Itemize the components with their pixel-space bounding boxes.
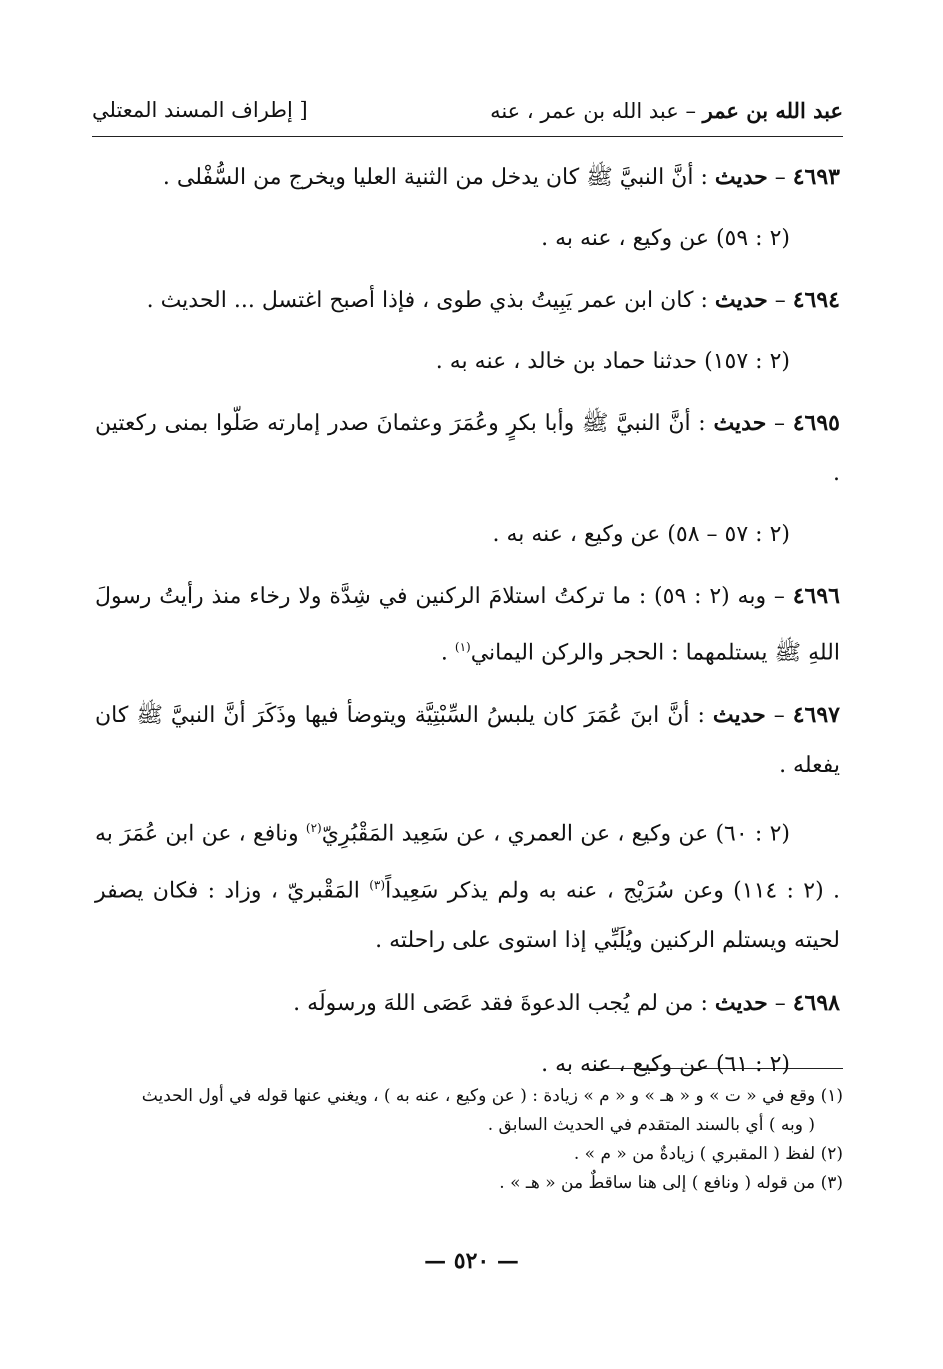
entry-number: ٤٦٩٥	[792, 410, 840, 436]
entry-text: : أنَّ النبيَّ ﷺ وأبا بكرٍ وعُمَرَ وعثمانَ صدر إمارته صَلّوا بمنى ركعتين .	[95, 411, 840, 486]
footnotes	[95, 1082, 843, 1198]
hadith-entry	[95, 571, 840, 678]
footnote: (١) وقع في « ت » و « هـ » و « م » زيادة : ( عن وكيع ، عنه به ) ، ويغني عنها قوله في أول الحديث	[141, 1086, 843, 1106]
header-title-rest: – عبد الله بن عمر ، عنه	[490, 99, 703, 123]
entry-text-tail: .	[440, 640, 455, 666]
source-line: (٢ : ٥٩) عن وكيع ، عنه به .	[541, 226, 790, 251]
source-text: ونافع ، عن ابن عُمَرَ به . (٢ : ١١٤) وعن سُرَيْج ، عنه به ولم يذكر سَعِيداً	[95, 821, 840, 903]
footnote-ref: (١)	[454, 640, 471, 654]
main-text	[95, 152, 840, 1101]
footnote: (٢) لفظ ( المقبري ) زيادةٌ من « م » .	[573, 1144, 843, 1164]
entry-number: ٤٦٩٣	[792, 164, 840, 190]
hadith-entry: ٤٦٩٨ – حديث : من لم يُجب الدعوةَ فقد عَصَى اللهَ ورسولَه .	[293, 989, 840, 1016]
source-text: (٢ : ٦٠) عن وكيع ، عن العمري ، عن سَعِيد المَقْبُرِيّ	[321, 821, 790, 847]
entry-keyword: حديث	[714, 164, 768, 190]
entry-text: : من لم يُجب الدعوةَ فقد عَصَى اللهَ ورسولَه .	[293, 990, 715, 1016]
header-title-bold: عبد الله بن عمر	[702, 98, 843, 123]
header-rule	[92, 136, 843, 137]
source-paragraph	[95, 803, 840, 966]
entry-number: ٤٦٩٤	[792, 287, 840, 313]
hadith-entry: ٤٦٩٣ – حديث : أنَّ النبيَّ ﷺ كان يدخل من الثنية العليا ويخرج من السُّفْلى .	[162, 164, 840, 190]
entry-text: : كان ابن عمر يَبِيتُ بذي طوى ، فإذا أصبح اغتسل ... الحديث .	[146, 288, 715, 313]
header-book-title: [ إطراف المسند المعتلي	[92, 98, 308, 122]
source-line: (٢ : ٦١) عن وكيع ، عنه به .	[541, 1051, 790, 1077]
page-number: — ٥٢٠ —	[424, 1248, 519, 1274]
entry-text: – وبه (٢ : ٥٩) : ما تركتُ استلامَ الركنين في شِدَّة ولا رخاء منذ رأيتُ رسولَ اللهِ ﷺ يستلمهما : الحجر والركن اليماني	[95, 584, 840, 666]
source-text: المَقْبريّ ، وزاد : فكان يصفر لحيته ويستلم الركنين ويُلَبِّي إذا استوى على راحلته .	[95, 877, 840, 953]
entry-number: ٤٦٩٧	[792, 702, 840, 729]
hadith-entry: ٤٦٩٧ – حديث : أنَّ ابنَ عُمَرَ كان يلبسُ السِّبْتِيَّة ويتوضأ فيها وذَكَرَ أنَّ النبيَّ ﷺ كان يفعله .	[95, 702, 840, 779]
header-title	[490, 98, 843, 123]
footnote-ref: (٢)	[305, 821, 322, 836]
footnote-continuation: ( وبه ) أي بالسند المتقدم في الحديث السابق .	[487, 1115, 815, 1135]
footnote-rule	[595, 1068, 843, 1069]
entry-text: : أنَّ النبيَّ ﷺ كان يدخل من الثنية العليا ويخرج من السُّفْلى .	[162, 165, 715, 190]
source-line: (٢ : ١٥٧) حدثنا حماد بن خالد ، عنه به .	[435, 349, 790, 374]
entry-keyword: حديث	[713, 410, 767, 436]
footnote-ref: (٣)	[369, 877, 386, 892]
entry-keyword: حديث	[714, 989, 768, 1016]
running-header	[92, 98, 843, 134]
entry-number: ٤٦٩٦	[792, 583, 840, 609]
footnote: (٣) من قوله ( ونافع ) إلى هنا ساقطٌ من « هـ » .	[499, 1173, 843, 1193]
entry-keyword: حديث	[712, 702, 766, 729]
entry-number: ٤٦٩٨	[792, 989, 840, 1016]
hadith-entry: ٤٦٩٤ – حديث : كان ابن عمر يَبِيتُ بذي طوى ، فإذا أصبح اغتسل ... الحديث .	[146, 287, 840, 313]
entry-text: : أنَّ ابنَ عُمَرَ كان يلبسُ السِّبْتِيَّة ويتوضأ فيها وذَكَرَ أنَّ النبيَّ ﷺ كان يفعله .	[95, 703, 840, 779]
hadith-entry: ٤٦٩٥ – حديث : أنَّ النبيَّ ﷺ وأبا بكرٍ وعُمَرَ وعثمانَ صدر إمارته صَلّوا بمنى ركعتين .	[95, 410, 840, 486]
source-line: (٢ : ٥٧ – ٥٨) عن وكيع ، عنه به .	[492, 522, 790, 547]
entry-keyword: حديث	[714, 287, 768, 313]
